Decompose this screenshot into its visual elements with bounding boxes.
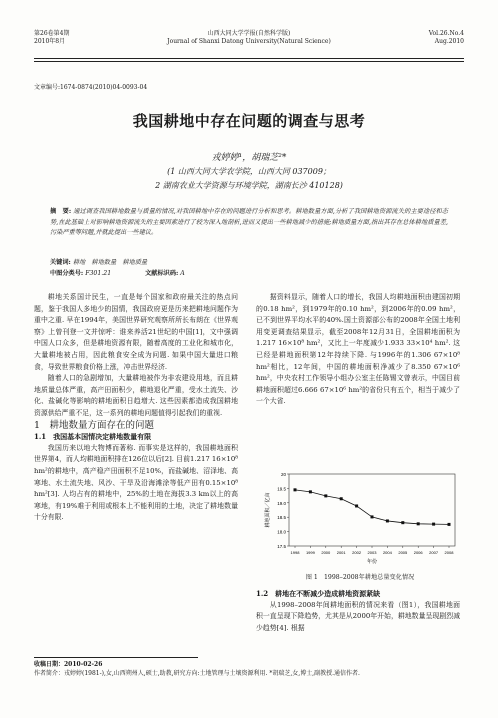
footnote bbox=[34, 660, 464, 678]
subsection-heading-1-2: 1.2 耕地在不断减少造成耕地资源紧缺 bbox=[256, 589, 381, 598]
y-axis-label: 耕地面积／亿亩 bbox=[265, 492, 271, 528]
right-column-lower bbox=[256, 588, 460, 634]
subsection-heading-1-1: 1.1 我国基本国情决定耕地数量有限 bbox=[34, 432, 152, 442]
data-point bbox=[371, 515, 374, 518]
journal-volume-en bbox=[429, 30, 464, 46]
x-tick-label: 2005 bbox=[398, 550, 408, 555]
x-tick-label: 1999 bbox=[305, 550, 315, 555]
x-tick-label: 2001 bbox=[336, 550, 346, 555]
paragraph-3: 我国历来以地大物博而著称. 而事实是这样的，我国耕地面积世界第4，而人均耕地面积排在126位以后[2]. 目前1.217 16×10⁸ hm²的耕地中，高产稳产田面积不足10%，而盐碱地、沼泽地、高寒地、水土流失地、风沙、干旱及沿海滩涂等低产田有0.15×10⁸ hm²[3]. 人均占有的耕地中，25%的土地在海拔3.3 km以上的高寒地，有19%难于利用或根本上不能利用的土地，决定了耕地数量十分有限. bbox=[34, 443, 238, 522]
data-point bbox=[355, 504, 358, 507]
right-column bbox=[256, 292, 460, 408]
figure-1-chart bbox=[255, 468, 465, 568]
y-tick-label: 20 bbox=[280, 472, 286, 477]
paragraph-intro: 耕地关系国计民生，一直是每个国家和政府最关注的热点问题，鉴于我国人多地少的国情，我国政府更是历来把耕地问题作为重中之重. 早在1994年，美国世界研究观察所所长布朗在《世界观察》上曾刊登一文并惊呼：谁来养活21世纪的中国[1]，文中强调中国人口众多，但是耕地资源有限，随着高度的工业化和城市化，大量耕地被占用，因此粮食安全成为问题. 如果中国大量进口粮食，导致世界粮食价格上涨，冲击世界经济. bbox=[34, 293, 238, 371]
volume-issue: 第26卷第4期 bbox=[34, 30, 70, 37]
article-id: 文章编号:1674-0874(2010)04-0093-04 bbox=[34, 84, 148, 91]
x-axis-label: 年份 bbox=[366, 559, 378, 565]
x-tick-label: 2006 bbox=[413, 550, 423, 555]
keywords-text: 耕地 耕地数量 耕地质量 bbox=[72, 259, 148, 266]
authors: 戎婷婷¹，胡瑞芝²* bbox=[211, 153, 287, 163]
x-tick-label: 2002 bbox=[352, 550, 362, 555]
header-rule bbox=[34, 58, 464, 59]
x-tick-label: 2007 bbox=[429, 550, 439, 555]
journal-name-en: Journal of Shanxi Datong University(Natural Science) bbox=[167, 38, 331, 45]
series-line bbox=[295, 490, 449, 525]
data-point bbox=[417, 522, 420, 525]
x-tick-label: 1998 bbox=[290, 550, 300, 555]
data-point bbox=[324, 494, 327, 497]
classification bbox=[50, 268, 185, 277]
author-bio: 作者简介：戎婷婷(1981-),女,山西朔州人,硕士,助教,研究方向:土地管理与土壤资源利用. *胡瑞芝,女,博士,副教授.通信作者. bbox=[34, 670, 360, 677]
header-rule-thin bbox=[34, 61, 464, 62]
x-tick-label: 2003 bbox=[367, 550, 377, 555]
y-tick-label: 17.5 bbox=[277, 544, 286, 549]
data-point bbox=[401, 521, 404, 524]
y-tick-label: 19.0 bbox=[277, 500, 286, 506]
abstract-text: 通过调查我国耕地数量与质量的情况,对我国耕地中存在的问题进行分析和思考。耕地数量方面,分析了我国耕地资源流失的主要途径和态势,在此基础上对影响耕地资源流失的主要因素进行了较为深入地剖析,进而又提出一些耕地减少的措施;耕地质量方面,指出其存在总体耕地质量差,污染严重等问题,并就此提出一些建议。 bbox=[50, 208, 448, 236]
data-point bbox=[309, 490, 312, 493]
footnote-rule bbox=[34, 657, 198, 658]
paper-title: 我国耕地中存在问题的调查与思考 bbox=[132, 112, 366, 130]
affiliation-1: (1 山西大同大学农学院，山西大同 037009； bbox=[167, 167, 331, 176]
keywords bbox=[50, 257, 147, 266]
paragraph-2: 随着人口的急剧增加，大量耕地被作为非农建设用地，而且耕地质量总体严重，高产田面积少，耕地退化严重，受水土流失、沙化、盐碱化等影响的耕地面积日趋增大. 这些因素都造成我国耕地资源供给严重不足，这一系列的耕地问题值得引起我们的重视. bbox=[34, 374, 238, 417]
volume-en: Vol.26.No.4 bbox=[428, 30, 464, 37]
running-header bbox=[34, 30, 464, 56]
data-point bbox=[340, 497, 343, 500]
paragraph-right-2: 从1998–2008年间耕地面积的情况来看（图1），我国耕地面积一直呈现下降趋势，尤其是从2000年开始，耕地数量呈现剧烈减少趋势[4]. 根据 bbox=[256, 600, 460, 632]
y-tick-label: 19.5 bbox=[277, 486, 286, 492]
date-en: Aug.2010 bbox=[434, 38, 464, 45]
figure-caption: 图 1 1998–2008年耕地总量变化情况 bbox=[305, 574, 415, 581]
x-tick-label: 2008 bbox=[444, 550, 454, 555]
doc-code-label: 文献标识码: bbox=[145, 270, 179, 277]
issue-date: 2010年8月 bbox=[34, 38, 66, 45]
journal-name bbox=[34, 30, 464, 46]
journal-name-cn: 山西大同大学学报(自然科学版) bbox=[207, 30, 291, 37]
abstract bbox=[50, 207, 448, 239]
left-column bbox=[34, 292, 238, 524]
data-point bbox=[386, 519, 389, 522]
keywords-label: 关键词: bbox=[50, 259, 71, 266]
data-point bbox=[432, 523, 435, 526]
abstract-label: 摘 要: bbox=[50, 208, 72, 215]
received-date: 收稿日期：2010-02-26 bbox=[34, 661, 103, 668]
y-tick-label: 18.0 bbox=[277, 529, 286, 535]
x-tick-label: 2004 bbox=[382, 550, 392, 555]
plot-frame bbox=[289, 474, 455, 546]
affiliation-2: 2 湖南农业大学资源与环境学院，湖南长沙 410128) bbox=[155, 181, 343, 190]
doc-code-value: A bbox=[180, 270, 185, 277]
section-heading-1: 1 耕地数量方面存在的问题 bbox=[34, 419, 155, 431]
x-tick-label: 2000 bbox=[321, 550, 331, 555]
paragraph-right-1: 据资料显示，随着人口的增长，我国人均耕地面积由建国初期的0.18 hm²，到1979年的0.10 hm²，到2006年的0.09 hm²，已不到世界平均水平的40%.国土资源部公布的2008年全国土地利用变更调查结果显示，截至2008年12月31日，全国耕地面积为1.217 16×10⁸ hm²，又比上一年度减少1.933 33×10⁴ hm². 这已经是耕地面积第12年持续下降. 与1996年的1.306 67×10⁸ hm²相比，12年间，中国的耕地面积净减少了8.350 67×10⁶ hm²，中央农村工作领导小组办公室主任陈锡文曾表示，中国目前耕地面积超过6.666 67×10⁶ hm²的省份只有五个，相当于减少了一个大省. bbox=[256, 293, 460, 406]
clc-label: 中图分类号: bbox=[50, 270, 84, 277]
clc-value: F301.21 bbox=[85, 270, 112, 277]
data-point bbox=[294, 488, 297, 491]
y-tick-label: 18.5 bbox=[277, 515, 286, 521]
data-point bbox=[448, 523, 451, 526]
